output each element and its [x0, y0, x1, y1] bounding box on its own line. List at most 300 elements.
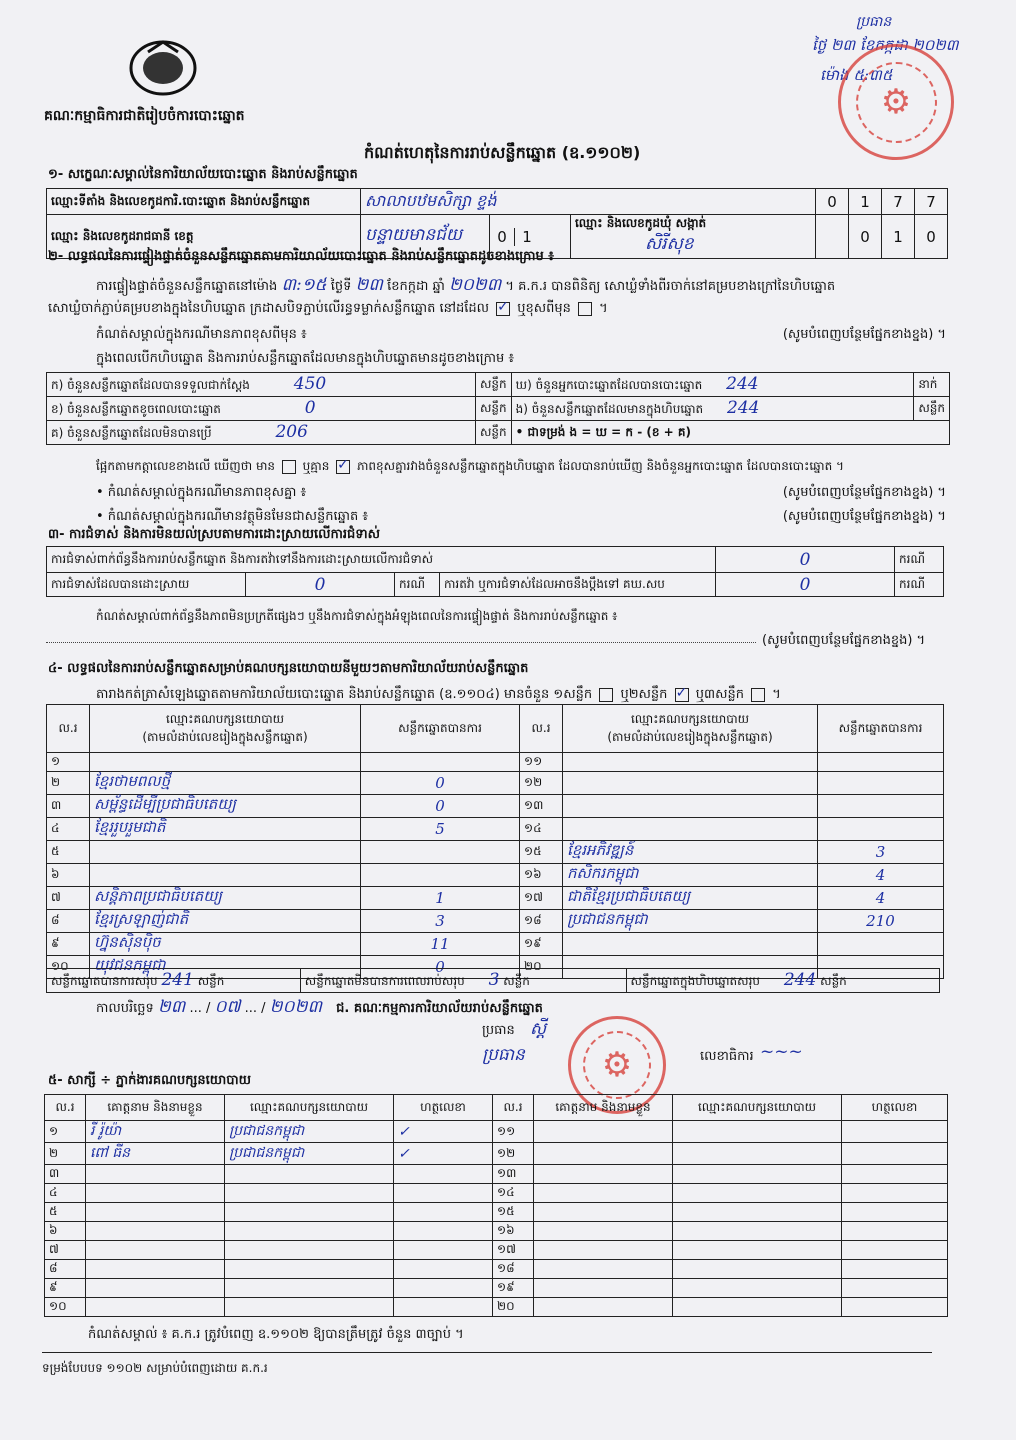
row-party — [563, 795, 818, 818]
w-row-party — [673, 1222, 842, 1241]
row-no: ៨ — [47, 910, 90, 933]
w-row-name — [534, 1184, 673, 1203]
count-label: ខ) ចំនួនសន្លឹកឆ្នោតខូចពេលបោះឆ្នោត — [51, 402, 221, 416]
w-col-sig: ហត្ថលេខា — [842, 1095, 948, 1121]
row-votes — [818, 753, 944, 772]
no-difference-checkbox[interactable] — [336, 460, 350, 474]
date-month: ០៧ — [214, 997, 241, 1017]
s2-note: (សូមបំពេញបន្ថែមផ្នែកខាងខ្នង) ។ — [782, 485, 946, 500]
w-row-name — [86, 1260, 225, 1279]
count-c — [47, 421, 476, 445]
row-no: ១៣ — [520, 795, 563, 818]
row-votes: 11 — [361, 933, 520, 956]
count-e — [511, 397, 914, 421]
s2-line3 — [96, 326, 946, 345]
w-row-party — [225, 1165, 394, 1184]
w-row-no: ៨ — [45, 1260, 86, 1279]
w-row-party — [673, 1260, 842, 1279]
s2-day: ២៣ — [355, 275, 383, 295]
col-party-sub: (តាមលំដាប់លេខរៀងក្នុងសន្លឹកឆ្នោត) — [142, 729, 308, 744]
w-row-sig — [394, 1298, 493, 1317]
s2-text: ភាពខុសគ្នារវាងចំនួនសន្លឹកឆ្នោតក្នុងហិបឆ្នោត ដែលបានរាប់ឃើញ និងចំនួនអ្នកបោះឆ្នោត ដែលបានបោះឆ្នោត ។ — [357, 459, 844, 473]
col-votes: សន្លឹកឆ្នោតបានការ — [818, 705, 944, 753]
count-unit: សន្លឹក — [914, 397, 950, 421]
s2-bullet2 — [96, 508, 946, 527]
total-unit: សន្លឹក — [503, 974, 530, 988]
w-row-no: ១២ — [493, 1143, 534, 1165]
s4-text: ឬ២សន្លឹក — [620, 687, 668, 702]
table-row — [45, 1298, 948, 1317]
total-valid-label: សន្លឹកឆ្នោតបានការសរុប — [51, 974, 158, 988]
w-row-name: ពៅ ធីន — [86, 1143, 225, 1165]
w-row-sig — [842, 1279, 948, 1298]
s1-row2-label: ឈ្មោះ និងលេខកូដរាជធានី ខេត្ត — [47, 215, 361, 259]
w-row-name — [534, 1241, 673, 1260]
s1-code-digit: 0 — [915, 215, 948, 259]
section4-title: ៤- លទ្ធផលនៃការរាប់សន្លឹកឆ្នោតសម្រាប់គណបក្សនយោបាយនីមួយៗតាមការិយាល័យរាប់សន្លឹកឆ្នោត — [48, 661, 529, 676]
row-no: ១៦ — [520, 864, 563, 887]
row-no: ១០ — [47, 956, 90, 979]
count-value: 206 — [275, 422, 308, 442]
table-row — [47, 795, 944, 818]
s3-unit: ករណី — [395, 573, 440, 597]
s2-text: • កំណត់សម្គាល់ក្នុងករណីមានវត្ថុមិនមែនជាសន្លឹកឆ្នោត ៖ — [96, 509, 369, 524]
col-party-label: ឈ្មោះគណបក្សនយោបាយ — [630, 711, 750, 726]
secretary-signature: ~~~ — [760, 1042, 803, 1062]
s2-text: ការផ្ទៀងផ្ទាត់ចំនួនសន្លឹកឆ្នោតនៅម៉ោង — [96, 279, 278, 294]
sig-note: ប្រធាន — [482, 1045, 525, 1065]
w-col-no: ល.រ — [493, 1095, 534, 1121]
s2-line2: សោឃ្លំចាក់ភ្ជាប់គម្របខាងក្នុងនៃហិបឆ្នោត ក្រដាសបិទភ្ជាប់លើរន្ធទម្លាក់សន្លឹកឆ្នោត នៅដដែល ✓ ឬខុសពីមុន ។ — [48, 300, 608, 319]
row-votes — [818, 795, 944, 818]
row-votes — [818, 818, 944, 841]
w-row-party — [673, 1241, 842, 1260]
table-row — [45, 1165, 948, 1184]
w-row-no: ៧ — [45, 1241, 86, 1260]
row-no: ៥ — [47, 841, 90, 864]
row-party: ហ្វ៊ុនស៊ិនប៉ិច — [90, 933, 361, 956]
w-row-no: ៩ — [45, 1279, 86, 1298]
row-votes: 3 — [361, 910, 520, 933]
count-d — [511, 373, 914, 397]
table-row — [45, 1222, 948, 1241]
s2-text: ថ្ងៃទី — [330, 279, 352, 294]
section3-title: ៣- ការជំទាស់ និងការមិនយល់ស្របតាមការដោះស្រាយលើការជំទាស់ — [48, 527, 380, 542]
s2-text: ។ គ.ក.រ បានពិនិត្យ សោឃ្លំទាំងពីរចាក់នៅគម្របខាងក្រៅនៃហិបឆ្នោត — [505, 279, 836, 294]
w-row-name — [534, 1165, 673, 1184]
w-col-party: ឈ្មោះគណបក្សនយោបាយ — [225, 1095, 394, 1121]
row-party: សម្ព័ន្ធដើម្បីប្រជាធិបតេយ្យ — [90, 795, 361, 818]
w-row-no: ១ — [45, 1121, 86, 1143]
table-row — [45, 1241, 948, 1260]
row-votes: 4 — [818, 887, 944, 910]
witness-table — [44, 1094, 948, 1317]
table-row — [45, 1184, 948, 1203]
count-label: ឃ) ចំនួនអ្នកបោះឆ្នោតដែលបានបោះឆ្នោត — [515, 378, 703, 392]
s1-row2-label2-cell — [571, 215, 816, 259]
table-row — [47, 753, 944, 772]
col-no: ល.រ — [47, 705, 90, 753]
row-no: ១៥ — [520, 841, 563, 864]
president-signature: ស្តី — [530, 1019, 547, 1039]
total-box: 244 — [783, 970, 817, 990]
s3-row2-label2: ការតវ៉ា ឬការជំទាស់ដែលអាចនឹងប្តឹងទៅ គឃ.សប — [440, 573, 716, 597]
w-row-party — [673, 1203, 842, 1222]
w-row-name — [86, 1222, 225, 1241]
s1-code-digit: 0 — [497, 227, 507, 246]
total-box-label: សន្លឹកឆ្នោតក្នុងហិបឆ្នោតសរុប — [630, 974, 761, 988]
w-row-sig — [394, 1203, 493, 1222]
count-b — [47, 397, 476, 421]
seal-emblem-icon: ⚙ — [856, 62, 937, 143]
row-no: ៣ — [47, 795, 90, 818]
table-row — [47, 818, 944, 841]
count-a — [47, 373, 476, 397]
w-row-name — [534, 1143, 673, 1165]
s1-code-digit: 0 — [816, 189, 849, 215]
s1-code-digit: 0 — [849, 215, 882, 259]
row-votes: 210 — [818, 910, 944, 933]
count-unit: សន្លឹក — [476, 421, 512, 445]
row-no: ១៧ — [520, 887, 563, 910]
table-row — [47, 772, 944, 795]
s1-row2-label2: ឈ្មោះ និងលេខកូដឃុំ សង្កាត់ — [575, 216, 707, 230]
w-row-no: ៣ — [45, 1165, 86, 1184]
row-votes — [361, 864, 520, 887]
s3-row2-value: 0 — [246, 573, 395, 597]
s1-code-digit: 1 — [882, 215, 915, 259]
section1-title: ១- សក្ខេណៈសម្គាល់នៃការិយាល័យបោះឆ្នោត និងរាប់សន្លឹកឆ្នោត — [48, 167, 358, 182]
three-sheets-checkbox[interactable] — [751, 688, 765, 702]
s2-text: កំណត់សម្គាល់ក្នុងករណីមានភាពខុសពីមុន ៖ — [96, 327, 307, 342]
count-label: ង) ចំនួនសន្លឹកឆ្នោតដែលមានក្នុងហិបឆ្នោត — [515, 402, 704, 416]
one-sheet-checkbox[interactable] — [599, 688, 613, 702]
row-votes: 1 — [361, 887, 520, 910]
total-valid-cell — [47, 969, 301, 993]
s3-line: កំណត់សម្គាល់ពាក់ព័ន្ធនឹងភាពមិនប្រក្រតីផ្សេងៗ ឬនឹងការជំទាស់ក្នុងអំឡុងពេលនៃការផ្ទៀងផ្ទាត់ និងការរាប់សន្លឹកឆ្នោត ៖ — [96, 609, 618, 623]
s3-note: (សូមបំពេញបន្ថែមផ្នែកខាងខ្នង) ។ — [762, 633, 926, 648]
row-party — [90, 841, 361, 864]
s2-text: សោឃ្លំចាក់ភ្ជាប់គម្របខាងក្នុងនៃហិបឆ្នោត ក្រដាសបិទភ្ជាប់លើរន្ធទម្លាក់សន្លឹកឆ្នោត នៅដដែល — [48, 301, 489, 316]
s2-text: ផ្អែកតាមកត្តាលេខខាងលើ ឃើញថា មាន — [96, 459, 276, 473]
row-party — [90, 753, 361, 772]
table-row — [45, 1279, 948, 1298]
w-row-sig — [842, 1222, 948, 1241]
count-label: ក) ចំនួនសន្លឹកឆ្នោតដែលបានទទួលជាក់ស្តែង — [51, 378, 250, 392]
section2-counts-table — [46, 372, 950, 445]
count-formula: • ជាទម្រង់ ង = ឃ = ក - (ខ + គ) — [511, 421, 949, 445]
row-votes — [818, 772, 944, 795]
date-year: ២០២៣ — [269, 997, 322, 1017]
row-party: យុវជនកម្ពុជា — [90, 956, 361, 979]
row-party: ខ្មែរថាមពលថ្មី — [90, 772, 361, 795]
w-row-sig — [842, 1298, 948, 1317]
s3-row2-label: ការជំទាស់ដែលបានដោះស្រាយ — [47, 573, 246, 597]
row-party: សន្តិភាពប្រជាធិបតេយ្យ — [90, 887, 361, 910]
row-no: ១៨ — [520, 910, 563, 933]
total-box-cell — [626, 969, 939, 993]
s1-code-digit: 1 — [514, 228, 539, 246]
form-title: កំណត់ហេតុនៃការរាប់សន្លឹកឆ្នោត (ឧ.១១០២) — [364, 143, 641, 162]
w-row-sig — [394, 1260, 493, 1279]
has-difference-checkbox[interactable] — [282, 460, 296, 474]
s4-text: តារាងកត់ត្រាសំឡេងឆ្នោតតាមការិយាល័យបោះឆ្នោត និងរាប់សន្លឹកឆ្នោត (ឧ.១១០៤) មានចំនួន ១សន្លឹក — [96, 687, 593, 702]
w-row-no: ១៨ — [493, 1260, 534, 1279]
w-row-party — [225, 1184, 394, 1203]
w-row-party — [673, 1279, 842, 1298]
w-row-no: ១៧ — [493, 1241, 534, 1260]
w-row-name — [534, 1222, 673, 1241]
w-row-party — [673, 1121, 842, 1143]
w-row-party — [225, 1279, 394, 1298]
w-row-party — [225, 1298, 394, 1317]
s4-text: ឬ៣សន្លឹក — [695, 687, 744, 702]
w-row-sig — [842, 1260, 948, 1279]
w-col-party: ឈ្មោះគណបក្សនយោបាយ — [673, 1095, 842, 1121]
row-no: ៤ — [47, 818, 90, 841]
table-row — [45, 1260, 948, 1279]
row-party — [563, 818, 818, 841]
w-row-party — [673, 1143, 842, 1165]
s2-text: • កំណត់សម្គាល់ក្នុងករណីមានភាពខុសគ្នា ៖ — [96, 485, 307, 500]
s1-code-blank — [816, 215, 849, 259]
top-note-1: ប្រធាន — [856, 14, 892, 30]
s1-row2-value: បន្ទាយមានជ័យ — [361, 215, 490, 259]
s2-line4: ក្នុងពេលបើកហិបឆ្នោត និងការរាប់សន្លឹកឆ្នោតដែលមានក្នុងហិបឆ្នោតមានដូចខាងក្រោម ៖ — [96, 351, 515, 366]
s2-note: (សូមបំពេញបន្ថែមផ្នែកខាងខ្នង) ។ — [782, 327, 946, 342]
row-votes: 5 — [361, 818, 520, 841]
w-row-no: ១១ — [493, 1121, 534, 1143]
count-unit: សន្លឹក — [476, 373, 512, 397]
w-row-sig — [394, 1279, 493, 1298]
s2-text: ឬគ្មាន — [302, 459, 330, 473]
count-unit: សន្លឹក — [476, 397, 512, 421]
w-col-name: គោត្តនាម និងនាមខ្លួន — [534, 1095, 673, 1121]
row-party: ខ្មែរស្រឡាញ់ជាតិ — [90, 910, 361, 933]
row-no: ៩ — [47, 933, 90, 956]
w-row-no: ១៦ — [493, 1222, 534, 1241]
s1-row1-value: សាលាបឋមសិក្សា ខ្ទង់ — [361, 189, 816, 215]
row-votes: 0 — [361, 795, 520, 818]
s2-time: ៣:១៥ — [281, 275, 327, 295]
w-row-party — [225, 1241, 394, 1260]
row-party — [563, 772, 818, 795]
w-row-name — [534, 1121, 673, 1143]
s2-line1 — [96, 274, 835, 299]
s2-year: ២០២៣ — [448, 275, 502, 295]
total-invalid-cell — [300, 969, 626, 993]
w-row-name — [534, 1260, 673, 1279]
row-party: កសិករកម្ពុជា — [563, 864, 818, 887]
total-invalid-label: សន្លឹកឆ្នោតមិនបានការពេលរាប់សរុប — [304, 974, 465, 988]
count-label: គ) ចំនួនសន្លឹកឆ្នោតដែលមិនបានប្រើ — [51, 426, 212, 440]
table-row — [47, 841, 944, 864]
col-party — [563, 705, 818, 753]
s2-bullet1 — [96, 484, 946, 503]
w-row-name — [86, 1298, 225, 1317]
footer-note: កំណត់សម្គាល់ ៖ គ.ក.រ ត្រូវបំពេញ ឧ.១១០២ ឱ្យបានត្រឹមត្រូវ ចំនួន ៣ច្បាប់ ។ — [88, 1327, 464, 1342]
totals-table — [46, 968, 940, 993]
seal-emblem-icon: ⚙ — [583, 1031, 651, 1099]
w-col-name: គោត្តនាម និងនាមខ្លួន — [86, 1095, 225, 1121]
w-row-name — [86, 1279, 225, 1298]
president-label: ប្រធាន — [482, 1023, 515, 1038]
row-no: ១ — [47, 753, 90, 772]
table-row — [47, 910, 944, 933]
row-no: ៦ — [47, 864, 90, 887]
org-name: គណៈកម្មាធិការជាតិរៀបចំការបោះឆ្នោត — [44, 108, 245, 124]
w-row-name — [534, 1203, 673, 1222]
w-row-no: ១០ — [45, 1298, 86, 1317]
w-row-sig — [394, 1184, 493, 1203]
row-no: ១៤ — [520, 818, 563, 841]
s3-unit: ករណី — [895, 547, 944, 573]
s1-code-digit: 7 — [915, 189, 948, 215]
w-row-sig — [842, 1143, 948, 1165]
same-checkbox[interactable] — [496, 302, 510, 316]
w-row-sig — [842, 1165, 948, 1184]
results-table — [46, 704, 944, 979]
section5-title: ៥- សាក្សី ÷ ភ្នាក់ងារគណបក្សនយោបាយ — [48, 1073, 251, 1088]
row-no: ៧ — [47, 887, 90, 910]
w-row-name — [86, 1203, 225, 1222]
col-party — [90, 705, 361, 753]
top-note-2: ថ្ងៃ ២៣ ខែកក្កដា ២០២៣ — [812, 36, 959, 54]
s1-row2-value2: សិរីសុខ — [645, 234, 694, 254]
w-row-no: ១៣ — [493, 1165, 534, 1184]
w-row-sig — [394, 1165, 493, 1184]
row-party: ប្រជាជនកម្ពុជា — [563, 910, 818, 933]
section3-table — [46, 546, 944, 597]
row-no: ២ — [47, 772, 90, 795]
count-value: 244 — [726, 374, 759, 394]
different-checkbox[interactable] — [578, 302, 592, 316]
w-row-no: ១៩ — [493, 1279, 534, 1298]
w-row-party — [673, 1298, 842, 1317]
table-row — [45, 1143, 948, 1165]
table-row — [47, 864, 944, 887]
s2-text: ឬខុសពីមុន — [517, 301, 571, 316]
table-row — [47, 933, 944, 956]
row-votes: 0 — [361, 956, 520, 979]
col-no: ល.រ — [520, 705, 563, 753]
s2-text: ខែកក្កដា ឆ្នាំ — [387, 279, 445, 294]
row-no: ១៩ — [520, 933, 563, 956]
w-row-sig — [394, 1241, 493, 1260]
w-row-sig: ✓ — [394, 1121, 493, 1143]
w-row-name — [86, 1184, 225, 1203]
w-row-name — [86, 1241, 225, 1260]
row-party — [90, 864, 361, 887]
w-col-sig: ហត្ថលេខា — [394, 1095, 493, 1121]
total-invalid: 3 — [488, 970, 500, 990]
s4-date: កាលបរិច្ឆេទ ២៣ ... / ០៧ ... / ២០២៣ ជ. គណៈកម្មការការិយាល័យរាប់សន្លឹកឆ្នោត — [96, 997, 543, 1017]
table-row — [45, 1121, 948, 1143]
w-row-sig — [842, 1241, 948, 1260]
w-row-no: ១៥ — [493, 1203, 534, 1222]
total-valid: 241 — [161, 970, 194, 990]
s3-unit: ករណី — [895, 573, 944, 597]
row-votes: 4 — [818, 864, 944, 887]
w-row-party — [673, 1165, 842, 1184]
w-row-party — [225, 1203, 394, 1222]
row-party: ខ្មែរអភិវឌ្ឍន៍ — [563, 841, 818, 864]
s3-row2-value2: 0 — [716, 573, 895, 597]
date-day: ២៣ — [157, 997, 186, 1017]
w-row-sig — [842, 1121, 948, 1143]
top-note-3: ម៉ោង ៥:៣៥ — [820, 66, 893, 84]
total-unit: សន្លឹក — [197, 974, 225, 988]
col-party-sub: (តាមលំដាប់លេខរៀងក្នុងសន្លឹកឆ្នោត) — [607, 729, 773, 744]
w-row-sig — [394, 1222, 493, 1241]
table-row — [47, 887, 944, 910]
w-row-no: ៤ — [45, 1184, 86, 1203]
s1-row1-label: ឈ្មោះទីតាំង និងលេខកូដការិ.បោះឆ្នោត និងរាប់សន្លឹកឆ្នោត — [47, 189, 361, 215]
count-unit: នាក់ — [914, 373, 950, 397]
row-votes — [818, 933, 944, 956]
w-row-name — [534, 1279, 673, 1298]
secretary-label: លេខាធិការ — [700, 1049, 754, 1064]
table-row — [45, 1203, 948, 1222]
w-row-sig: ✓ — [394, 1143, 493, 1165]
row-votes: 3 — [818, 841, 944, 864]
two-sheets-checkbox[interactable] — [675, 688, 689, 702]
w-row-no: ៦ — [45, 1222, 86, 1241]
row-no: ២០ — [520, 956, 563, 979]
row-party: ខ្មែររួបរួមជាតិ — [90, 818, 361, 841]
s2-note: (សូមបំពេញបន្ថែមផ្នែកខាងខ្នង) ។ — [782, 509, 946, 524]
row-party — [563, 753, 818, 772]
count-value: 0 — [304, 398, 316, 418]
col-party-label: ឈ្មោះគណបក្សនយោបាយ — [165, 711, 285, 726]
total-unit: សន្លឹក — [820, 974, 847, 988]
count-value: 244 — [727, 398, 760, 418]
s2-line5 — [96, 458, 844, 476]
footer-form-note: ទម្រង់បែបបទ ១១០២ សម្រាប់បំពេញដោយ គ.ក.រ — [42, 1361, 268, 1375]
row-party: ជាតិខ្មែរប្រជាធិបតេយ្យ — [563, 887, 818, 910]
w-row-party — [225, 1260, 394, 1279]
row-party — [563, 933, 818, 956]
w-row-party: ប្រជាជនកម្ពុជា — [225, 1121, 394, 1143]
nec-emblem-icon — [128, 36, 198, 96]
s3-row1-label: ការជំទាស់ពាក់ព័ន្ធនឹងការរាប់សន្លឹកឆ្នោត និងការតវ៉ាទៅនឹងការដោះស្រាយលើការជំទាស់ — [47, 547, 716, 573]
s1-code-digit: 1 — [849, 189, 882, 215]
row-votes — [361, 841, 520, 864]
committee-label: ជ. គណៈកម្មការការិយាល័យរាប់សន្លឹកឆ្នោត — [336, 1001, 543, 1016]
count-value: 450 — [293, 374, 327, 394]
w-row-no: ២០ — [493, 1298, 534, 1317]
w-row-no: ១៤ — [493, 1184, 534, 1203]
results-body — [47, 753, 944, 979]
w-row-name — [534, 1298, 673, 1317]
row-no: ១២ — [520, 772, 563, 795]
date-label: កាលបរិច្ឆេទ — [96, 1001, 154, 1016]
footer-rule — [42, 1352, 932, 1353]
row-votes — [361, 753, 520, 772]
col-votes: សន្លឹកឆ្នោតបានការ — [361, 705, 520, 753]
row-votes: 0 — [361, 772, 520, 795]
w-row-no: ៥ — [45, 1203, 86, 1222]
s3-row1-value: 0 — [716, 547, 895, 573]
witness-body — [45, 1121, 948, 1317]
w-row-party — [225, 1222, 394, 1241]
row-no: ១១ — [520, 753, 563, 772]
w-row-name — [86, 1165, 225, 1184]
w-row-party: ប្រជាជនកម្ពុជា — [225, 1143, 394, 1165]
s3-rule — [46, 642, 756, 643]
w-row-no: ២ — [45, 1143, 86, 1165]
w-row-sig — [842, 1184, 948, 1203]
